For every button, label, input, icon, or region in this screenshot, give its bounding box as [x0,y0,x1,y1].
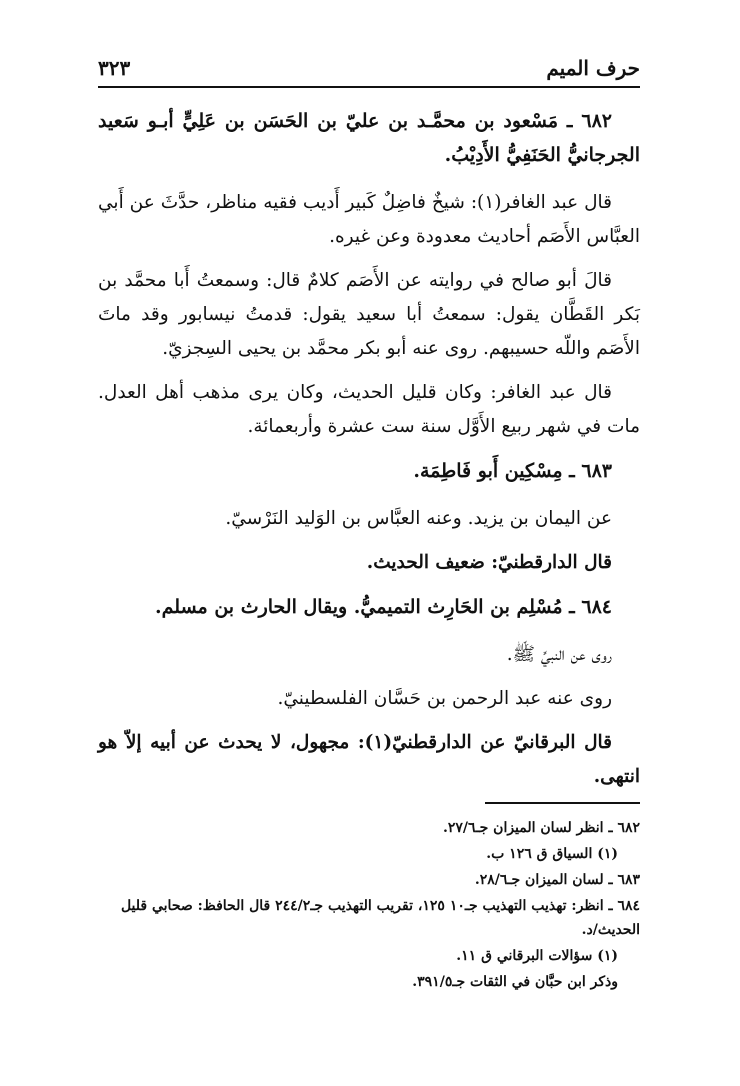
footnote-separator [485,802,640,804]
entry-683-heading: ٦٨٣ ـ مِسْكِين أَبو فَاطِمَة. [413,460,612,482]
main-text [98,104,640,804]
footnote: ٦٨٤ ـ انظر: تهذيب التهذيب جـ١٠ ١٢٥، تقريب التهذيب جـ٢٤٤/٢ قال الحافظ: صحابي قليل الحديث/د. [120,898,640,938]
paragraph: قالَ أبو صالح في روايته عن الأَصَم كلامٌ قال: وسمعتُ أَبا محمَّد بن بَكر القَطَّان يقول: سمعتُ أبا سعيد يقول: قدمتُ نيسابور وقد ماتَ الأَصَم واللّه حسيبهم. روى عنه أبو بكر محمَّد بن يحيى السِجزيّ. [98,270,640,359]
paragraph: روى عن النبيِّ ﷺ. [506,644,612,665]
chapter-title: حرف الميم [546,56,640,80]
page-header [98,52,640,88]
footnotes [98,816,640,996]
entry-682-heading: ٦٨٢ ـ مَسْعود بن محمَّـد بن عليّ بن الحَسَن بن عَلِيٍّ أبـو سَعيد الجرجانيُّ الحَنَفِيُّ الأَدِيْبُ. [98,110,640,166]
paragraph: قال عبد الغافر(١): شيخٌ فاضِلٌ كَبير أَديب فقيه مناظر، حدَّثَ عن أَبي العبَّاس الأَصَم أحاديث معدودة وعن غيره. [98,192,640,247]
entry-684-heading: ٦٨٤ ـ مُسْلِم بن الحَارِث التميميُّ. ويقال الحارث بن مسلم. [155,596,612,618]
page-number: ٣٢٣ [98,56,131,80]
footnote: ٦٨٣ ـ لسان الميزان جـ٢٨/٦. [474,872,640,888]
footnote: (١) السياق ق ١٢٦ ب. [486,846,618,862]
paragraph: قال الدارقطنيّ: ضعيف الحديث. [366,552,612,573]
footnote: وذكر ابن حبَّان في الثقات جـ٣٩١/٥. [412,974,618,990]
paragraph: قال عبد الغافر: وكان قليل الحديث، وكان يرى مذهب أهل العدل. مات في شهر ربيع الأَوَّل سنة ست عشرة وأربعمائة. [98,382,640,437]
footnote: (١) سؤالات البرقاني ق ١١. [456,948,618,964]
footnote: ٦٨٢ ـ انظر لسان الميزان جـ٢٧/٦. [442,820,640,836]
paragraph: قال البرقانيّ عن الدارقطنيّ(١): مجهول، لا يحدث عن أبيه إلاّ هو انتهى. [98,732,640,787]
paragraph: روى عنه عبد الرحمن بن حَسَّان الفلسطينيّ. [277,688,612,709]
paragraph: عن اليمان بن يزيد. وعنه العبَّاس بن الوَليد النَرْسيّ. [225,508,612,529]
